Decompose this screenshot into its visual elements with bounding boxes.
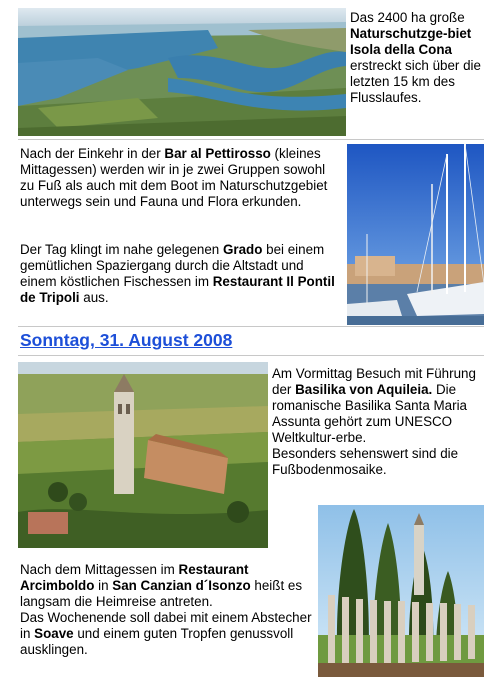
section-heading-sunday: Sonntag, 31. August 2008 [20, 330, 233, 350]
sailboat-marina-photo [347, 144, 484, 325]
separator-line [18, 355, 484, 356]
bar-pettirosso-paragraph: Nach der Einkehr in der Bar al Pettirosso (kleines Mittagessen) werden wir in je zwei Gruppen sowohl zu Fuß als auch mit dem Boot im Naturschutzgebiet unterwegs sein und Fauna und Flora erkunden. [20, 146, 328, 209]
aerial-river-lagoon-photo [18, 8, 346, 136]
separator-line [18, 139, 484, 140]
isola-della-cona-text: Das 2400 ha große Naturschutzge-biet Isola della Cona erstreckt sich über die letzten 15 km des Flusslaufes. [350, 10, 481, 105]
heimreise-paragraph: Nach dem Mittagessen im Restaurant Arcimboldo in San Canzian d´Isonzo heißt es langsam die Heimreise antreten. Das Wochenende soll dabei mit einem Abstecher in Soave und einem guten Tropfen genussvoll ausklingen. [20, 562, 312, 657]
aquileia-basilica-aerial-photo [18, 362, 268, 548]
grado-paragraph: Der Tag klingt im nahe gelegenen Grado bei einem gemütlichen Spaziergang durch die Altstadt und einem köstlichen Fischessen im Restaurant Il Pontil de Tripoli aus. [20, 242, 335, 305]
separator-line [18, 326, 484, 327]
aquileia-paragraph: Am Vormittag Besuch mit Führung der Basilika von Aquileia. Die romanische Basilika Santa Maria Assunta gehört zum UNESCO Weltkultur-erbe. Besonders sehenswert sind die Fußbodenmosaike. [272, 366, 476, 477]
roman-columns-cypress-photo [318, 505, 484, 677]
